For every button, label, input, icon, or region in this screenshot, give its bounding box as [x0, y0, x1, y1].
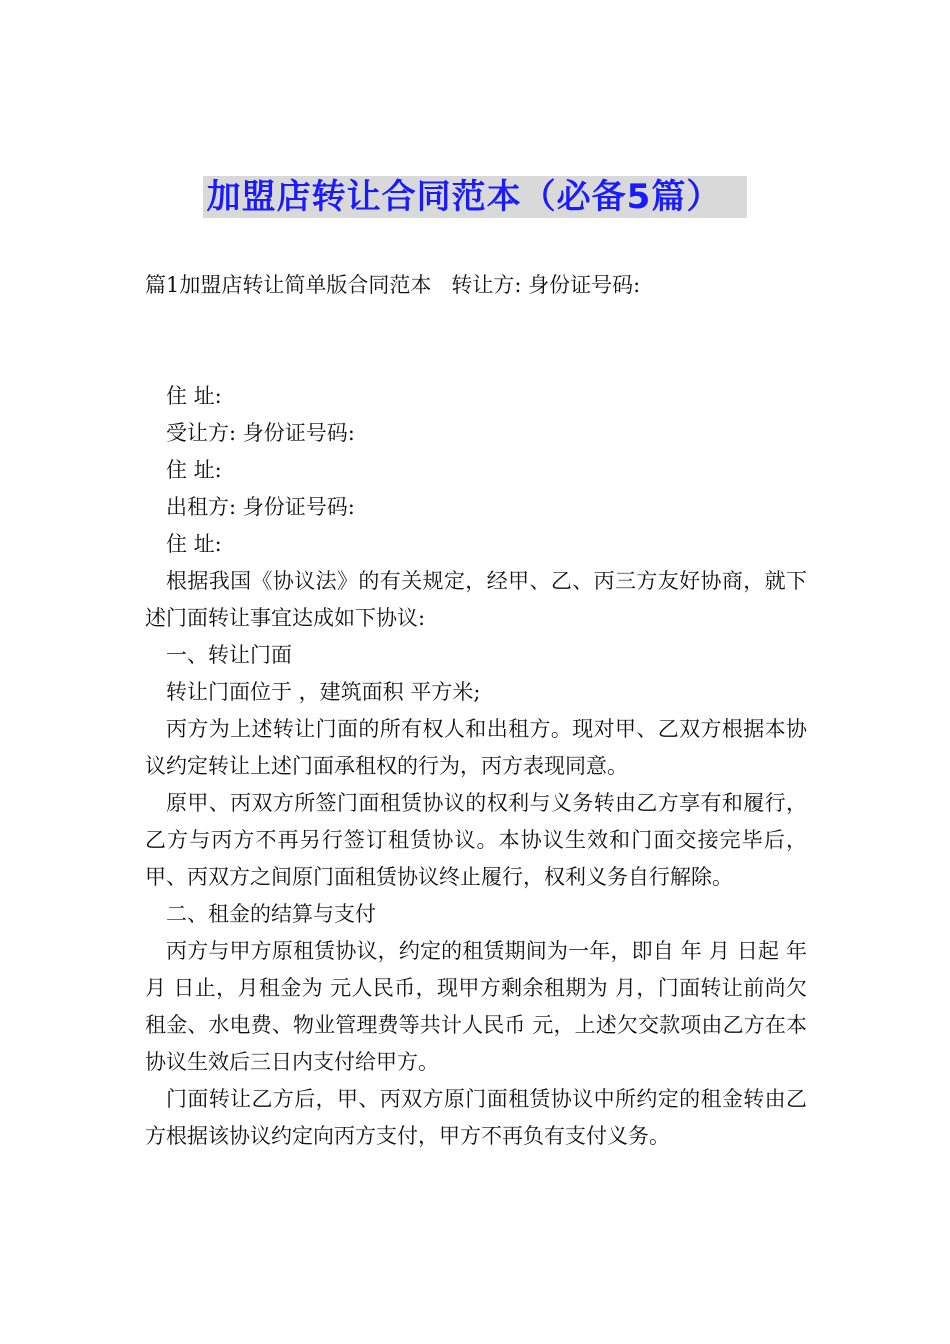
intro-line [145, 270, 640, 300]
lessor-field: 出租方: 身份证号码: [166, 495, 355, 519]
transferor-field: 转让方: 身份证号码: [451, 273, 641, 297]
section-2-heading: 二、租金的结算与支付 [166, 902, 376, 926]
document-title: 加盟店转让合同范本（必备5篇） [203, 176, 748, 218]
rent-payment-paragraph: 门面转让乙方后，甲、丙双方原门面租赁协议中所约定的租金转由乙方根据该协议约定向丙方支付，甲方不再负有支付义务。 [145, 1087, 807, 1148]
store-location-paragraph: 转让门面位于 ，建筑面积 平方米; [166, 680, 481, 704]
preamble-paragraph: 根据我国《协议法》的有关规定，经甲、乙、丙三方友好协商，就下述门面转让事宜达成如下协议: [145, 569, 807, 630]
address-field-1: 住 址: [166, 384, 222, 408]
transferee-field: 受让方: 身份证号码: [166, 421, 355, 445]
address-field-3: 住 址: [166, 532, 222, 556]
title-container [0, 176, 950, 218]
owner-consent-paragraph: 丙方为上述转让门面的所有权人和出租方。现对甲、乙双方根据本协议约定转让上述门面承租权的行为，丙方表现同意。 [145, 717, 807, 778]
section-1-heading: 一、转让门面 [166, 643, 292, 667]
rent-term-paragraph: 丙方与甲方原租赁协议，约定的租赁期间为一年，即自 年 月 日起 年 月 日止，月租金为 元人民币，现甲方剩余租期为 月，门面转让前尚欠租金、水电费、物业管理费等共计人民币 元，上述欠交款项由乙方在本协议生效后三日内支付给甲方。 [145, 939, 807, 1074]
contract-body [145, 378, 807, 1155]
section-heading: 篇1加盟店转让简单版合同范本 [145, 273, 432, 297]
address-field-2: 住 址: [166, 458, 222, 482]
rights-transfer-paragraph: 原甲、丙双方所签门面租赁协议的权利与义务转由乙方享有和履行，乙方与丙方不再另行签订租赁协议。本协议生效和门面交接完毕后，甲、丙双方之间原门面租赁协议终止履行，权利义务自行解除。 [145, 791, 807, 889]
